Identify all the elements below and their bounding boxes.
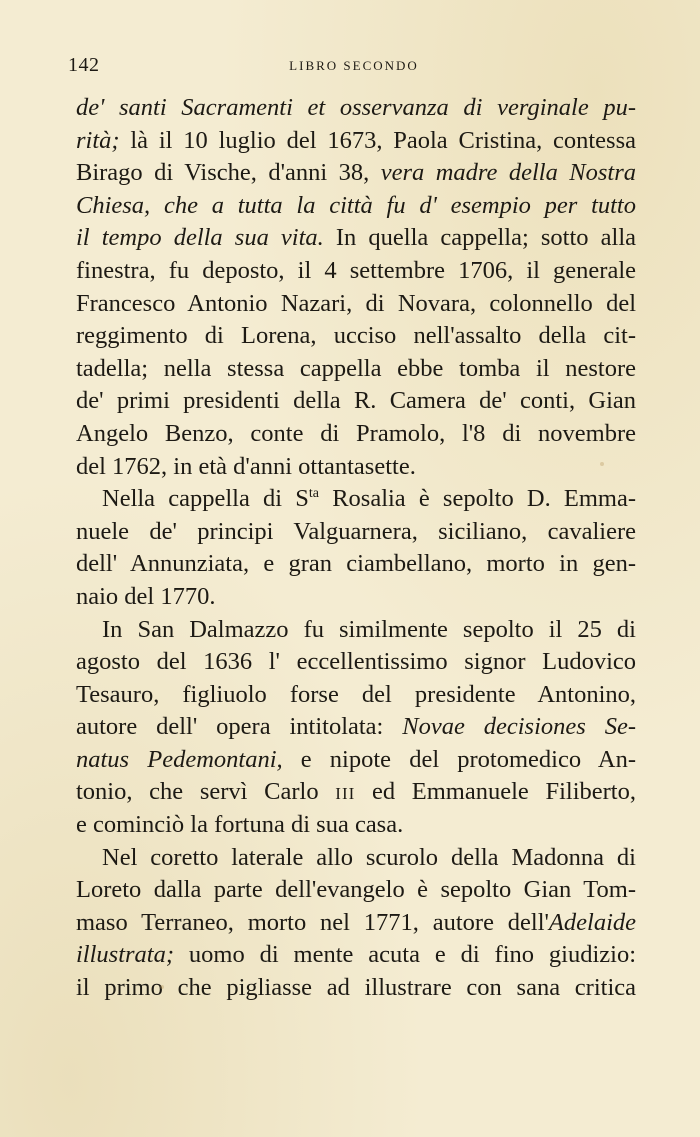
text-segment: In quella cappella; sotto alla — [323, 224, 637, 252]
text-segment: naio del 1770. — [76, 582, 216, 610]
running-title: LIBRO SECONDO — [289, 58, 419, 73]
italic-text: Novae decisiones Se- — [402, 713, 636, 741]
text-line — [76, 744, 636, 777]
text-line — [76, 451, 636, 484]
italic-text: Adelaide — [548, 908, 636, 936]
text-segment: Angelo Benzo, conte di Pramolo, l'8 di novembre — [76, 419, 636, 447]
italic-text: vera madre della Nostra — [380, 159, 637, 187]
italic-text: il tempo della sua vita. — [76, 224, 324, 252]
text-segment: e nipote del protomedico An- — [282, 745, 636, 773]
text-segment: là il 10 luglio del 1673, Paola Cristina, contessa — [119, 126, 636, 154]
page-header — [68, 52, 640, 82]
text-line — [76, 646, 636, 679]
text-line — [76, 353, 636, 386]
text-segment: maso Terraneo, morto nel 1771, autore dell' — [76, 908, 549, 936]
text-segment: e cominciò la fortuna di sua casa. — [76, 811, 404, 839]
text-line — [76, 92, 636, 125]
text-segment: Tesauro, figliuolo forse del presidente Antonino, — [76, 680, 636, 708]
italic-text: Chiesa, che a tutta la città fu d' esempio per tutto — [76, 191, 636, 219]
text-line — [76, 679, 636, 712]
text-line — [76, 711, 636, 744]
text-segment: tadella; nella stessa cappella ebbe tomba il nestore — [76, 354, 636, 382]
text-segment: autore dell' opera intitolata: — [76, 713, 403, 741]
superscript-text: ta — [308, 486, 320, 502]
text-segment: del 1762, in età d'anni ottantasette. — [76, 452, 416, 480]
text-line — [76, 874, 636, 907]
text-segment: agosto del 1636 l' eccellentissimo signor Ludovico — [76, 648, 636, 676]
text-line — [76, 418, 636, 451]
paragraph — [76, 842, 636, 1005]
text-segment: finestra, fu deposto, il 4 settembre 1706, il generale — [76, 256, 636, 284]
text-line — [76, 483, 636, 516]
text-segment: reggimento di Lorena, ucciso nell'assalto della cit- — [76, 322, 636, 350]
text-segment: uomo di mente acuta e di fino giudizio: — [174, 941, 636, 969]
text-segment: In San Dalmazzo fu similmente sepolto il 25 di — [102, 615, 636, 643]
text-segment: Rosalia è sepolto D. Emma- — [319, 485, 636, 513]
text-segment: dell' Annunziata, e gran ciambellano, morto in gen- — [76, 550, 636, 578]
text-line — [76, 288, 636, 321]
text-line — [76, 548, 636, 581]
text-line — [76, 842, 636, 875]
text-line — [76, 385, 636, 418]
text-segment: de' primi presidenti della R. Camera de' conti, Gian — [76, 387, 636, 415]
paragraph — [76, 614, 636, 842]
text-line — [76, 614, 636, 647]
text-line — [76, 255, 636, 288]
text-line — [76, 776, 636, 809]
italic-text: de' santi Sacramenti et osservanza di verginale pu- — [76, 94, 636, 121]
text-segment: Birago di Vische, d'anni 38, — [76, 159, 381, 187]
roman-numeral-text: III — [335, 784, 356, 804]
text-segment: Nel coretto laterale allo scurolo della Madonna di — [102, 843, 636, 871]
text-line — [76, 516, 636, 549]
text-segment: Loreto dalla parte dell'evangelo è sepolto Gian Tom- — [76, 876, 636, 904]
paper-spot — [160, 985, 164, 989]
text-segment: nuele de' principi Valguarnera, siciliano, cavaliere — [76, 517, 636, 545]
text-line — [76, 222, 636, 255]
text-segment: il primo che pigliasse ad illustrare con sana critica — [76, 974, 636, 1002]
text-segment: Nella cappella di S — [102, 485, 309, 513]
paragraph — [76, 92, 636, 483]
italic-text: natus Pedemontani, — [76, 745, 283, 773]
text-line — [76, 157, 636, 190]
body-text — [76, 92, 636, 1005]
paragraph — [76, 483, 636, 613]
text-line — [76, 190, 636, 223]
text-line — [76, 907, 636, 940]
text-line — [76, 939, 636, 972]
paper-spot — [600, 462, 604, 466]
text-segment: ed Emmanuele Filiberto, — [355, 778, 636, 806]
text-segment: Francesco Antonio Nazari, di Novara, colonnello del — [76, 289, 636, 317]
text-segment: tonio, che servì Carlo — [76, 778, 336, 806]
text-line — [76, 125, 636, 158]
text-line — [76, 809, 636, 842]
text-line — [76, 581, 636, 614]
page-number: 142 — [68, 54, 100, 76]
italic-text: illustrata; — [76, 941, 175, 969]
text-line — [76, 320, 636, 353]
italic-text: rità; — [76, 126, 120, 154]
